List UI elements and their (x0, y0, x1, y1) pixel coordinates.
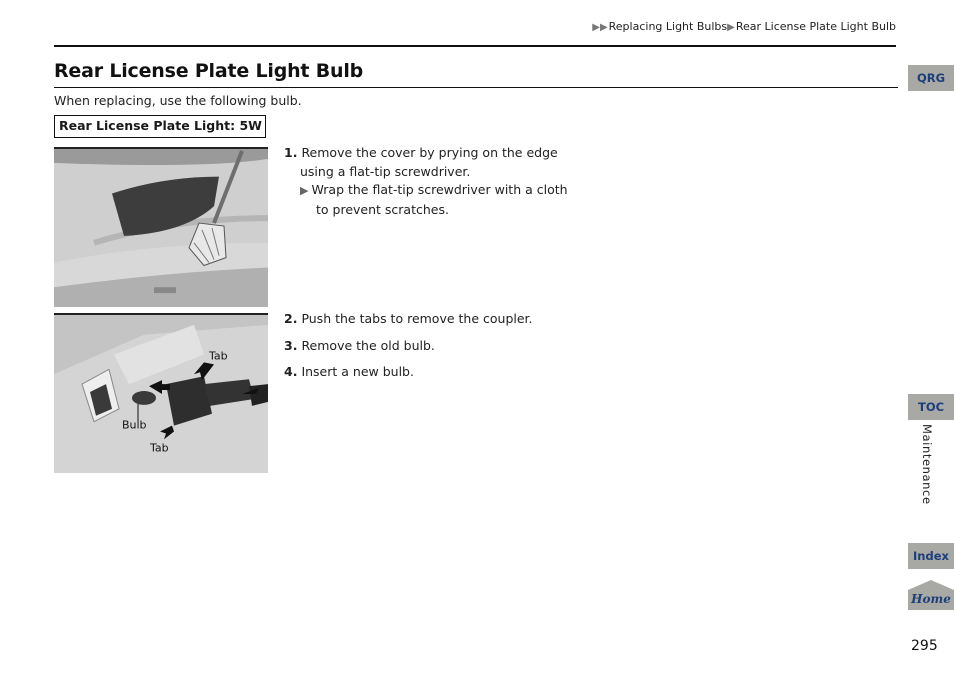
figure-remove-coupler (54, 313, 268, 473)
home-icon (908, 580, 954, 610)
breadcrumb (592, 20, 896, 33)
intro-text: When replacing, use the following bulb. (54, 93, 302, 108)
step-4: 4. Insert a new bulb. (284, 364, 414, 379)
step-number: 1. (284, 145, 298, 160)
note-arrow-icon: ▶ (300, 184, 309, 197)
step-2: 2. Push the tabs to remove the coupler. (284, 311, 533, 326)
label-bulb: Bulb (122, 418, 147, 432)
toc-button[interactable]: TOC (908, 394, 954, 420)
home-button[interactable] (908, 580, 954, 610)
breadcrumb-link-replacing-light-bulbs[interactable]: Replacing Light Bulbs (608, 20, 728, 33)
svg-text:Home: Home (911, 592, 951, 606)
step-list-1 (284, 144, 568, 219)
header-divider (54, 45, 896, 47)
coupler-illustration (54, 315, 268, 473)
index-button[interactable]: Index (908, 543, 954, 569)
breadcrumb-current: Rear License Plate Light Bulb (735, 20, 896, 33)
bulb-spec-box: Rear License Plate Light: 5W (54, 115, 266, 138)
label-tab-top: Tab (209, 349, 228, 363)
page-number: 295 (911, 638, 938, 654)
title-divider (54, 87, 898, 88)
arrow-icon: ▶ (727, 22, 735, 33)
step-3: 3. Remove the old bulb. (284, 337, 435, 353)
figure-pry-cover (54, 147, 268, 307)
step-1: 1. Remove the cover by prying on the edge using a flat-tip screwdriver. (284, 145, 558, 179)
label-tab-bottom: Tab (150, 441, 169, 455)
screwdriver-illustration (54, 149, 268, 307)
step-1-note: ▶ Wrap the flat-tip screwdriver with a cloth to prevent scratches. (300, 182, 568, 217)
double-arrow-icon: ▶▶ (592, 22, 608, 33)
page-title: Rear License Plate Light Bulb (54, 60, 364, 82)
section-label: Maintenance (920, 424, 934, 505)
step-list-2 (284, 310, 533, 390)
qrg-button[interactable]: QRG (908, 65, 954, 91)
